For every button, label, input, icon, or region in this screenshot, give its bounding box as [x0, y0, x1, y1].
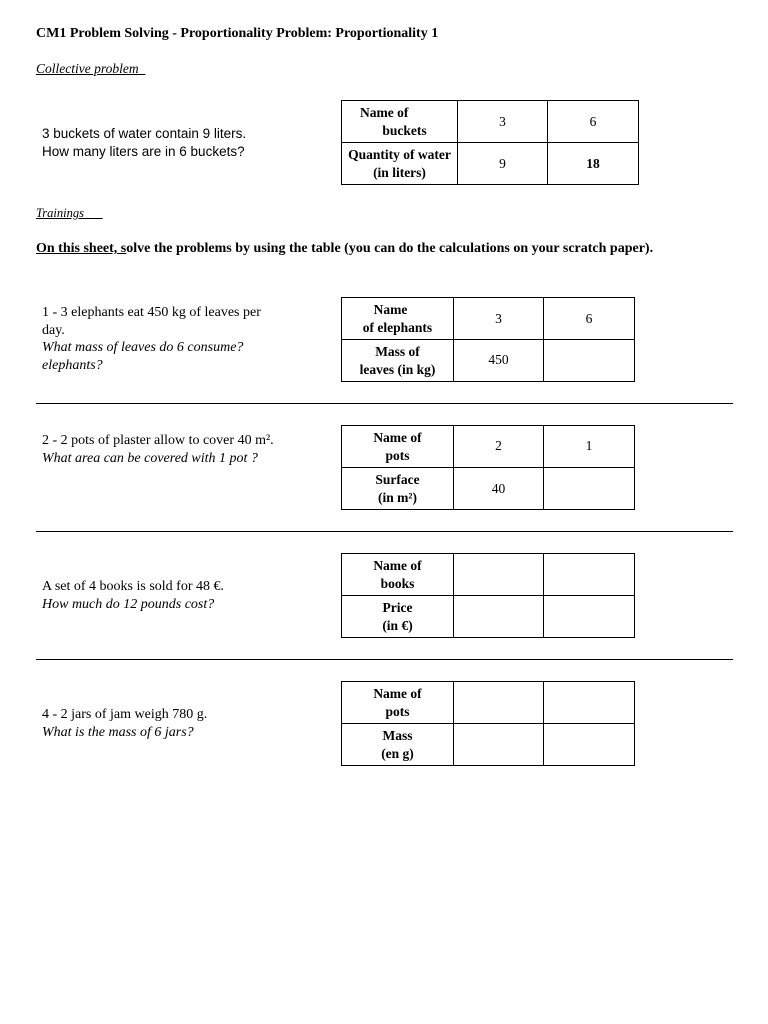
row-label — [342, 468, 454, 510]
row-label-line: of elephants — [362, 319, 433, 335]
divider — [36, 531, 733, 532]
table-cell: 1 — [544, 426, 635, 468]
row-label-line: (en g) — [381, 745, 414, 761]
problem-3 — [42, 578, 282, 613]
collective-table — [341, 100, 639, 185]
problem-statement: 4 - 2 jars of jam weigh 780 g. — [42, 707, 208, 722]
answer-cell[interactable] — [454, 682, 544, 724]
table-row — [342, 298, 635, 340]
row-label — [342, 724, 454, 766]
row-label-line: (in m²) — [378, 489, 417, 505]
row-label-line: Mass of — [375, 344, 420, 359]
table-cell: 18 — [548, 143, 639, 185]
table-cell: 6 — [544, 298, 635, 340]
row-label — [342, 554, 454, 596]
trainings-heading-text: Trainings — [36, 206, 84, 220]
problem-4 — [42, 706, 282, 741]
answer-cell[interactable] — [454, 724, 544, 766]
instruction-rest: olve the problems by using the table (you can do the calculations on your scratch paper). — [126, 241, 654, 256]
row-label-line: buckets — [382, 122, 427, 138]
answer-cell[interactable] — [454, 596, 544, 638]
table-row — [342, 468, 635, 510]
table-row — [342, 101, 639, 143]
row-label — [342, 298, 454, 340]
row-label-line: (in €) — [382, 617, 413, 633]
row-label-line: pots — [385, 447, 410, 463]
row-label-line: books — [380, 575, 415, 591]
problem-3-table — [341, 553, 635, 638]
row-label-line: Price — [382, 600, 413, 615]
table-cell: 3 — [454, 298, 544, 340]
row-label — [342, 101, 458, 143]
instruction — [36, 241, 653, 257]
page-title: CM1 Problem Solving - Proportionality Problem: Proportionality 1 — [36, 26, 439, 41]
problem-question: What is the mass of 6 jars? — [42, 724, 194, 740]
row-label-line: Quantity of water — [348, 147, 451, 162]
problem-question: How many liters are in 6 buckets? — [42, 143, 245, 159]
problem-2 — [42, 432, 282, 467]
row-label-line: (in liters) — [373, 164, 426, 180]
table-row — [342, 426, 635, 468]
table-cell: 2 — [454, 426, 544, 468]
table-cell: 6 — [548, 101, 639, 143]
problem-statement: 1 - 3 elephants eat 450 kg of leaves per day. — [42, 305, 261, 338]
problem-statement: 2 - 2 pots of plaster allow to cover 40 m². — [42, 433, 274, 448]
row-label — [342, 682, 454, 724]
table-cell: 3 — [458, 101, 548, 143]
row-label — [342, 596, 454, 638]
row-label — [342, 340, 454, 382]
problem-1 — [42, 304, 282, 374]
answer-cell[interactable] — [544, 596, 635, 638]
answer-cell[interactable] — [544, 340, 635, 382]
row-label-line: Name of — [373, 558, 422, 573]
table-cell[interactable]: 40 — [454, 468, 544, 510]
problem-2-table — [341, 425, 635, 510]
table-row — [342, 554, 635, 596]
row-label-line: Name of — [373, 430, 422, 445]
table-row — [342, 143, 639, 185]
problem-question: How much do 12 pounds cost? — [42, 596, 215, 612]
answer-cell[interactable] — [454, 554, 544, 596]
section-heading-collective — [36, 61, 145, 77]
row-label — [342, 143, 458, 185]
divider — [36, 659, 733, 660]
instruction-underlined: On this sheet, s — [36, 241, 127, 256]
problem-question: What area can be covered with 1 pot ? — [42, 450, 258, 466]
row-label-line: Name of — [373, 686, 422, 701]
row-label-line: Mass — [382, 728, 413, 743]
row-label-line: Name of — [360, 105, 409, 120]
collective-problem — [42, 125, 282, 160]
table-row — [342, 340, 635, 382]
row-label-line: leaves (in kg) — [359, 361, 436, 377]
problem-statement: A set of 4 books is sold for 48 €. — [42, 579, 224, 594]
row-label-line: Surface — [375, 472, 420, 487]
table-row — [342, 682, 635, 724]
section-heading-trainings — [36, 206, 103, 221]
answer-cell[interactable] — [544, 554, 635, 596]
row-label — [342, 426, 454, 468]
problem-statement: 3 buckets of water contain 9 liters. — [42, 126, 247, 141]
problem-4-table — [341, 681, 635, 766]
divider — [36, 403, 733, 404]
collective-heading-text: Collective problem — [36, 61, 139, 76]
problem-1-table — [341, 297, 635, 382]
table-row — [342, 596, 635, 638]
answer-cell[interactable] — [544, 724, 635, 766]
answer-cell[interactable] — [544, 468, 635, 510]
table-cell: 9 — [458, 143, 548, 185]
table-cell[interactable]: 450 — [454, 340, 544, 382]
row-label-line: Name — [373, 302, 408, 317]
answer-cell[interactable] — [544, 682, 635, 724]
row-label-line: pots — [385, 703, 410, 719]
problem-question: What mass of leaves do 6 consume? elephants? — [42, 340, 244, 373]
table-row — [342, 724, 635, 766]
